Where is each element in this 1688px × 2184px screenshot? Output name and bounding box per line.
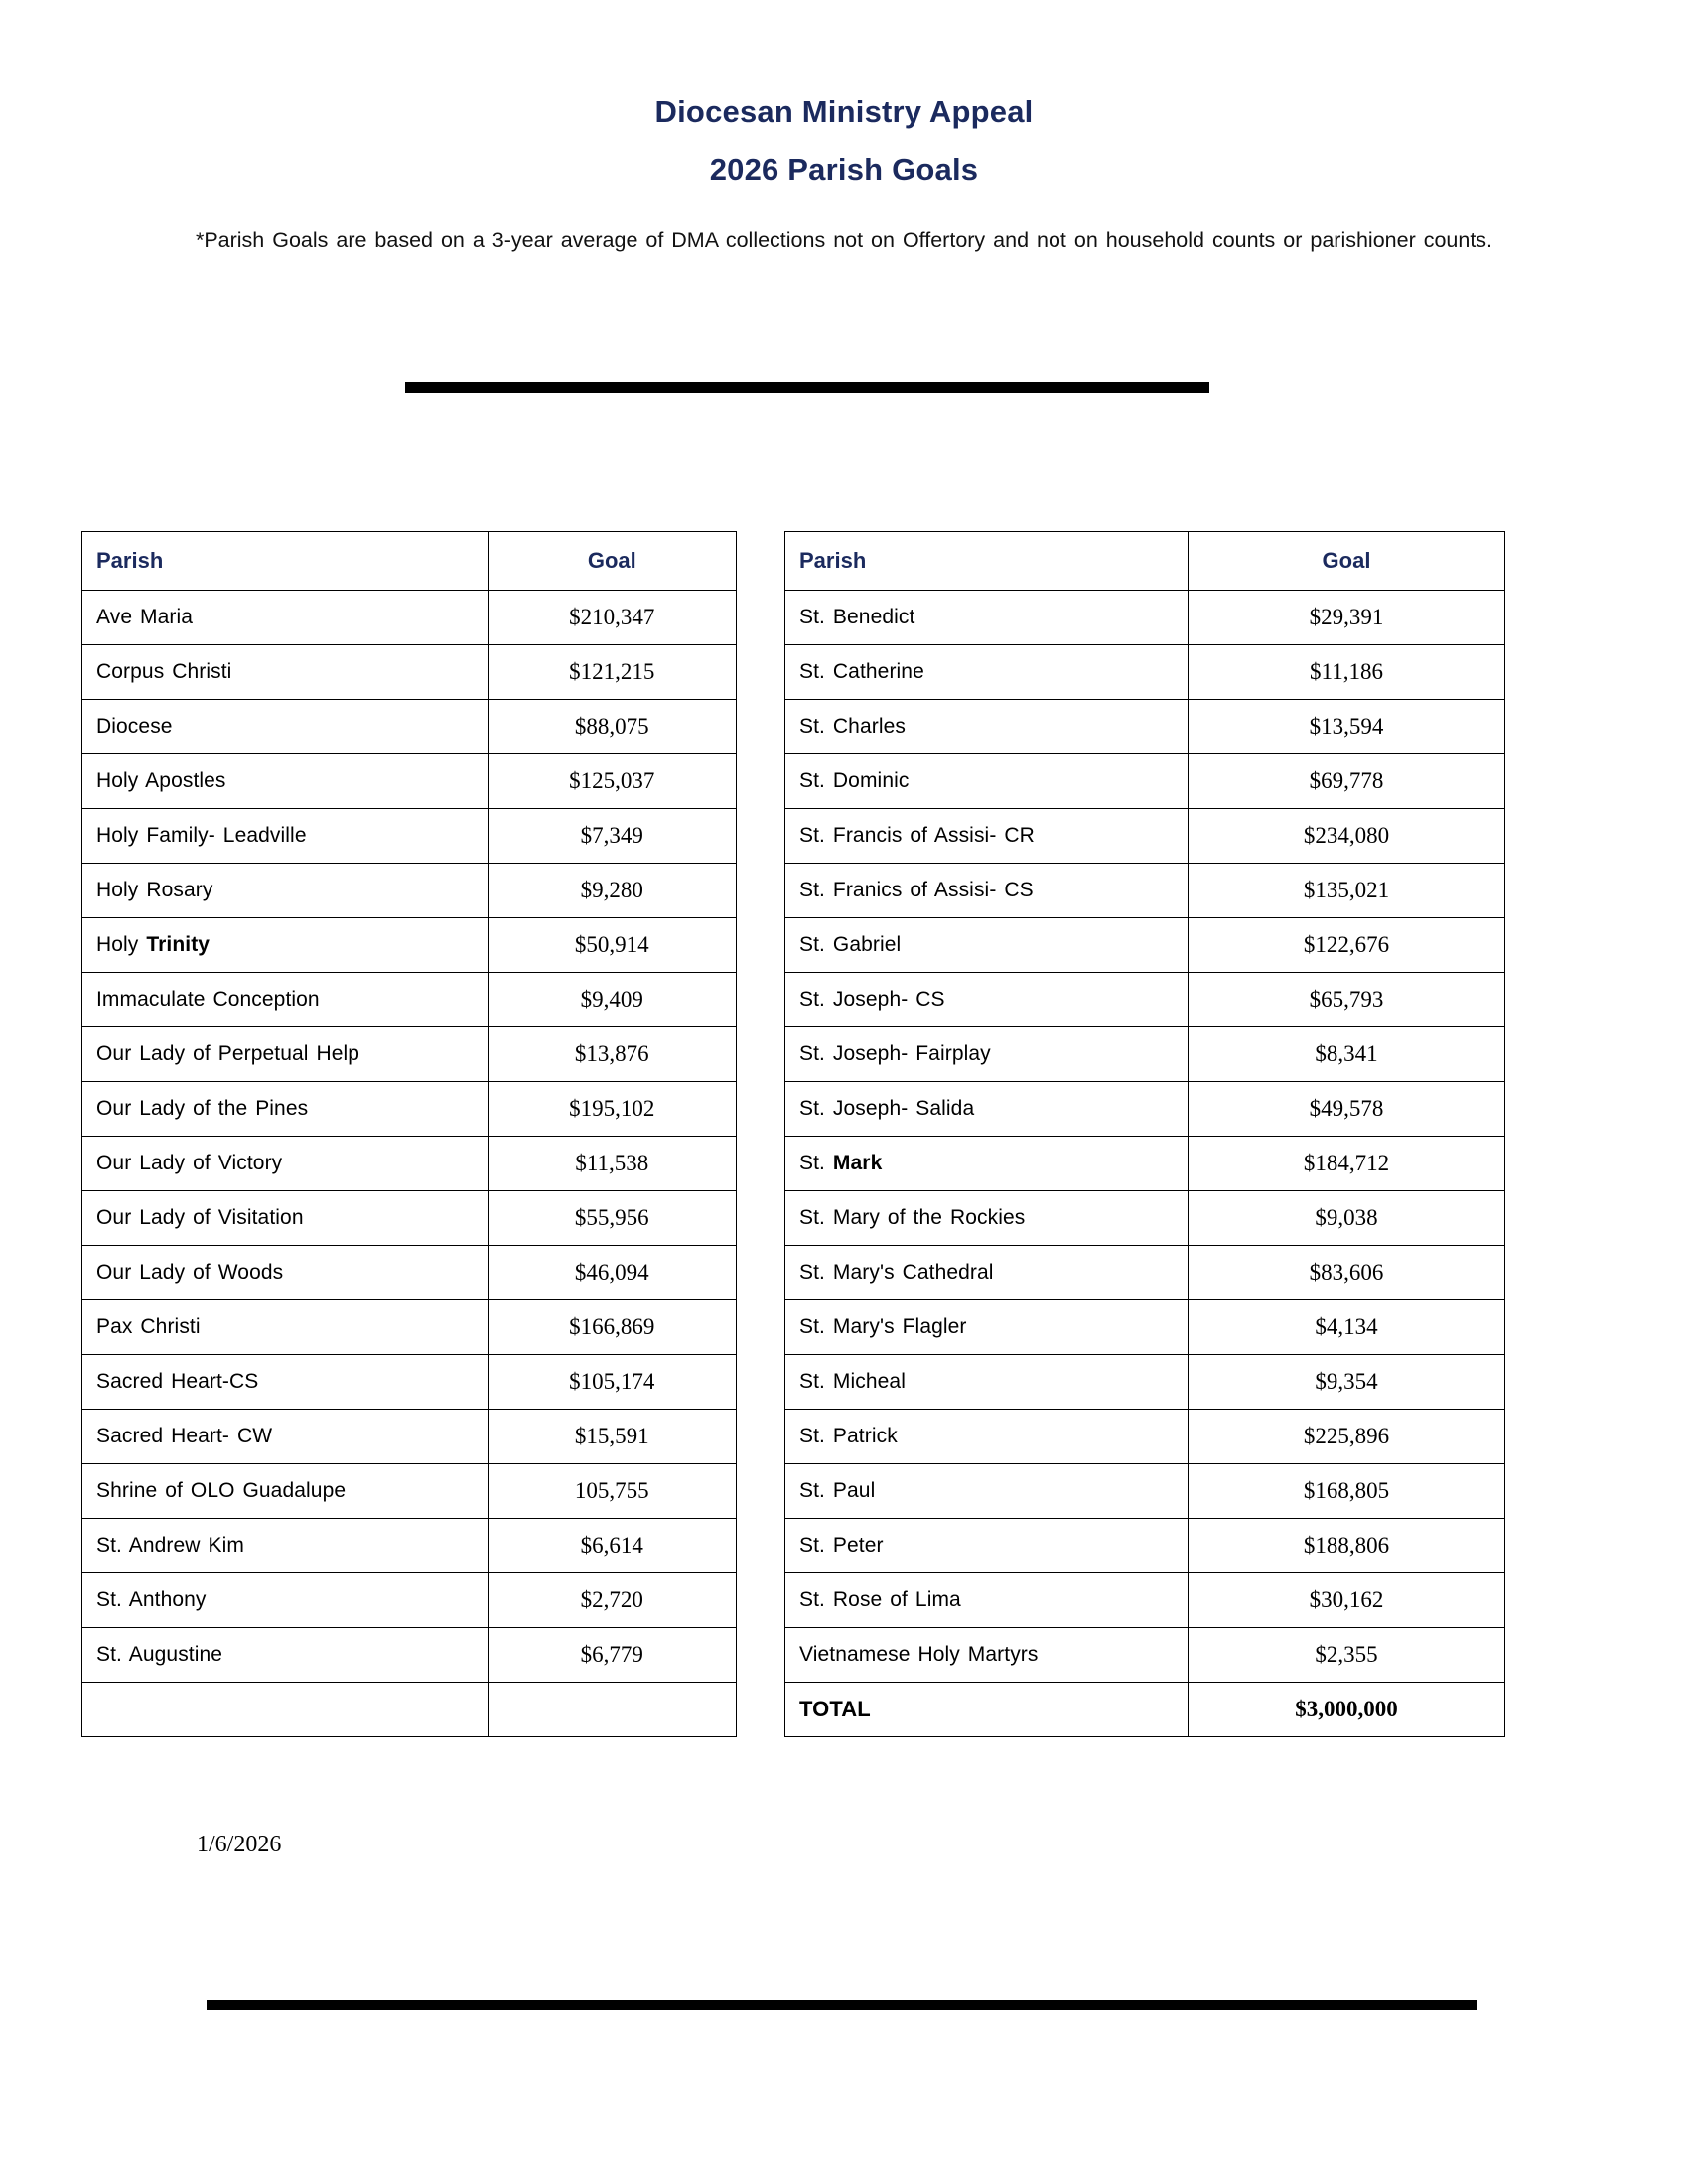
goal-amount-cell: $135,021: [1189, 864, 1505, 918]
parish-name-cell: St. Dominic: [785, 754, 1189, 809]
table-row: [785, 1082, 1505, 1137]
goal-amount-cell: $2,355: [1189, 1628, 1505, 1683]
parish-name-cell: Holy Apostles: [82, 754, 489, 809]
goal-amount-cell: $13,594: [1189, 700, 1505, 754]
table-row: [82, 1355, 737, 1410]
parish-name-cell: Our Lady of Woods: [82, 1246, 489, 1300]
parish-name-cell: St. Mark: [785, 1137, 1189, 1191]
parish-name-cell: Immaculate Conception: [82, 973, 489, 1027]
table-row: [82, 1573, 737, 1628]
goal-amount-cell: $105,174: [488, 1355, 736, 1410]
goal-amount-cell: $125,037: [488, 754, 736, 809]
goal-amount-cell: $4,134: [1189, 1300, 1505, 1355]
goal-amount-cell: $55,956: [488, 1191, 736, 1246]
total-row: [785, 1683, 1505, 1737]
goal-amount-cell: $210,347: [488, 591, 736, 645]
goal-amount-cell: [488, 1683, 736, 1737]
parish-name-cell: Sacred Heart- CW: [82, 1410, 489, 1464]
goal-amount-cell: $9,280: [488, 864, 736, 918]
table-row: [785, 1355, 1505, 1410]
table-row: [785, 645, 1505, 700]
table-row: [785, 809, 1505, 864]
table-row: [82, 1683, 737, 1737]
left-table-wrapper: [81, 531, 737, 1737]
goal-amount-cell: $6,779: [488, 1628, 736, 1683]
parish-name-cell: Holy Trinity: [82, 918, 489, 973]
column-header-parish: Parish: [785, 532, 1189, 591]
goal-amount-cell: $168,805: [1189, 1464, 1505, 1519]
page-subtitle: 2026 Parish Goals: [709, 151, 979, 187]
table-row: [785, 1464, 1505, 1519]
table-row: [82, 864, 737, 918]
goal-amount-cell: $15,591: [488, 1410, 736, 1464]
goal-amount-cell: $6,614: [488, 1519, 736, 1573]
title-block: [0, 0, 1688, 256]
goal-amount-cell: $13,876: [488, 1027, 736, 1082]
table-row: [82, 591, 737, 645]
parish-name-cell: St. Mary's Cathedral: [785, 1246, 1189, 1300]
goal-amount-cell: $46,094: [488, 1246, 736, 1300]
goal-amount-cell: $9,038: [1189, 1191, 1505, 1246]
goals-note: *Parish Goals are based on a 3-year average of DMA collections not on Offertory and not on household counts or parishioner counts.: [195, 227, 1493, 252]
table-row: [785, 918, 1505, 973]
parish-name-cell: St. Paul: [785, 1464, 1189, 1519]
goal-amount-cell: $88,075: [488, 700, 736, 754]
table-row: [785, 973, 1505, 1027]
parish-name-cell: St. Francis of Assisi- CR: [785, 809, 1189, 864]
parish-name-cell: St. Mary's Flagler: [785, 1300, 1189, 1355]
table-row: [82, 1191, 737, 1246]
parish-name-cell: Corpus Christi: [82, 645, 489, 700]
goal-amount-cell: $7,349: [488, 809, 736, 864]
parish-name-cell: St. Joseph- Salida: [785, 1082, 1189, 1137]
parish-name-cell: Our Lady of Victory: [82, 1137, 489, 1191]
table-row: [82, 754, 737, 809]
table-header-row: [785, 532, 1505, 591]
goal-amount-cell: $29,391: [1189, 591, 1505, 645]
goal-amount-cell: $9,409: [488, 973, 736, 1027]
document-date: 1/6/2026: [197, 1832, 282, 1857]
goal-amount-cell: $188,806: [1189, 1519, 1505, 1573]
table-header-row: [82, 532, 737, 591]
parish-name-cell: Our Lady of Visitation: [82, 1191, 489, 1246]
table-row: [785, 1300, 1505, 1355]
column-header-goal: Goal: [1189, 532, 1505, 591]
goal-amount-cell: $11,186: [1189, 645, 1505, 700]
table-row: [82, 1137, 737, 1191]
parish-name-cell: St. Mary of the Rockies: [785, 1191, 1189, 1246]
parish-name-cell: [82, 1683, 489, 1737]
goal-amount-cell: $65,793: [1189, 973, 1505, 1027]
goal-amount-cell: $50,914: [488, 918, 736, 973]
table-row: [785, 1137, 1505, 1191]
table-row: [785, 1027, 1505, 1082]
parish-name-cell: St. Patrick: [785, 1410, 1189, 1464]
parish-name-cell: Diocese: [82, 700, 489, 754]
table-row: [785, 1519, 1505, 1573]
parish-name-cell: Holy Family- Leadville: [82, 809, 489, 864]
parish-name-cell: St. Micheal: [785, 1355, 1189, 1410]
parish-name-cell: Shrine of OLO Guadalupe: [82, 1464, 489, 1519]
parish-name-cell: St. Benedict: [785, 591, 1189, 645]
parish-name-cell: Our Lady of Perpetual Help: [82, 1027, 489, 1082]
goal-amount-cell: $2,720: [488, 1573, 736, 1628]
goal-amount-cell: $184,712: [1189, 1137, 1505, 1191]
parish-name-cell: St. Franics of Assisi- CS: [785, 864, 1189, 918]
table-row: [785, 1628, 1505, 1683]
table-row: [785, 1246, 1505, 1300]
parish-goals-table-left: [81, 531, 737, 1737]
parish-name-cell: St. Augustine: [82, 1628, 489, 1683]
table-row: [785, 754, 1505, 809]
table-row: [82, 645, 737, 700]
column-header-parish: Parish: [82, 532, 489, 591]
goal-amount-cell: $69,778: [1189, 754, 1505, 809]
table-row: [82, 1519, 737, 1573]
table-row: [785, 1410, 1505, 1464]
goal-amount-cell: $122,676: [1189, 918, 1505, 973]
parish-name-cell: Sacred Heart-CS: [82, 1355, 489, 1410]
table-row: [82, 1246, 737, 1300]
table-row: [82, 700, 737, 754]
table-row: [82, 973, 737, 1027]
goal-amount-cell: 105,755: [488, 1464, 736, 1519]
goal-amount-cell: $195,102: [488, 1082, 736, 1137]
parish-name-cell: Ave Maria: [82, 591, 489, 645]
parish-name-cell: St. Joseph- CS: [785, 973, 1189, 1027]
goal-amount-cell: $8,341: [1189, 1027, 1505, 1082]
parish-name-cell: St. Peter: [785, 1519, 1189, 1573]
goal-amount-cell: $49,578: [1189, 1082, 1505, 1137]
parish-name-cell: St. Anthony: [82, 1573, 489, 1628]
parish-name-cell: St. Charles: [785, 700, 1189, 754]
goal-amount-cell: $225,896: [1189, 1410, 1505, 1464]
parish-name-cell: Vietnamese Holy Martyrs: [785, 1628, 1189, 1683]
total-label: TOTAL: [785, 1683, 1189, 1737]
page-title: Diocesan Ministry Appeal: [654, 94, 1034, 129]
goal-amount-cell: $166,869: [488, 1300, 736, 1355]
goal-amount-cell: $234,080: [1189, 809, 1505, 864]
parish-name-cell: St. Catherine: [785, 645, 1189, 700]
right-table-wrapper: [784, 531, 1505, 1737]
parish-name-cell: Our Lady of the Pines: [82, 1082, 489, 1137]
goal-amount-cell: $30,162: [1189, 1573, 1505, 1628]
goal-amount-cell: $11,538: [488, 1137, 736, 1191]
parish-name-cell: St. Andrew Kim: [82, 1519, 489, 1573]
goal-amount-cell: $9,354: [1189, 1355, 1505, 1410]
table-row: [785, 591, 1505, 645]
goal-amount-cell: $121,215: [488, 645, 736, 700]
divider-bottom: [207, 2000, 1477, 2010]
parish-name-cell: St. Gabriel: [785, 918, 1189, 973]
goal-amount-cell: $83,606: [1189, 1246, 1505, 1300]
parish-name-cell: Holy Rosary: [82, 864, 489, 918]
total-amount: $3,000,000: [1189, 1683, 1505, 1737]
table-row: [82, 1410, 737, 1464]
parish-goals-table-right: [784, 531, 1505, 1737]
parish-name-cell: Pax Christi: [82, 1300, 489, 1355]
table-row: [82, 1027, 737, 1082]
table-row: [785, 1573, 1505, 1628]
table-row: [82, 809, 737, 864]
table-row: [82, 1300, 737, 1355]
table-row: [82, 1464, 737, 1519]
parish-name-cell: St. Joseph- Fairplay: [785, 1027, 1189, 1082]
table-row: [82, 1082, 737, 1137]
table-row: [785, 700, 1505, 754]
column-header-goal: Goal: [488, 532, 736, 591]
table-row: [785, 864, 1505, 918]
table-row: [785, 1191, 1505, 1246]
table-row: [82, 1628, 737, 1683]
parish-name-cell: St. Rose of Lima: [785, 1573, 1189, 1628]
table-row: [82, 918, 737, 973]
divider-top: [405, 382, 1209, 393]
